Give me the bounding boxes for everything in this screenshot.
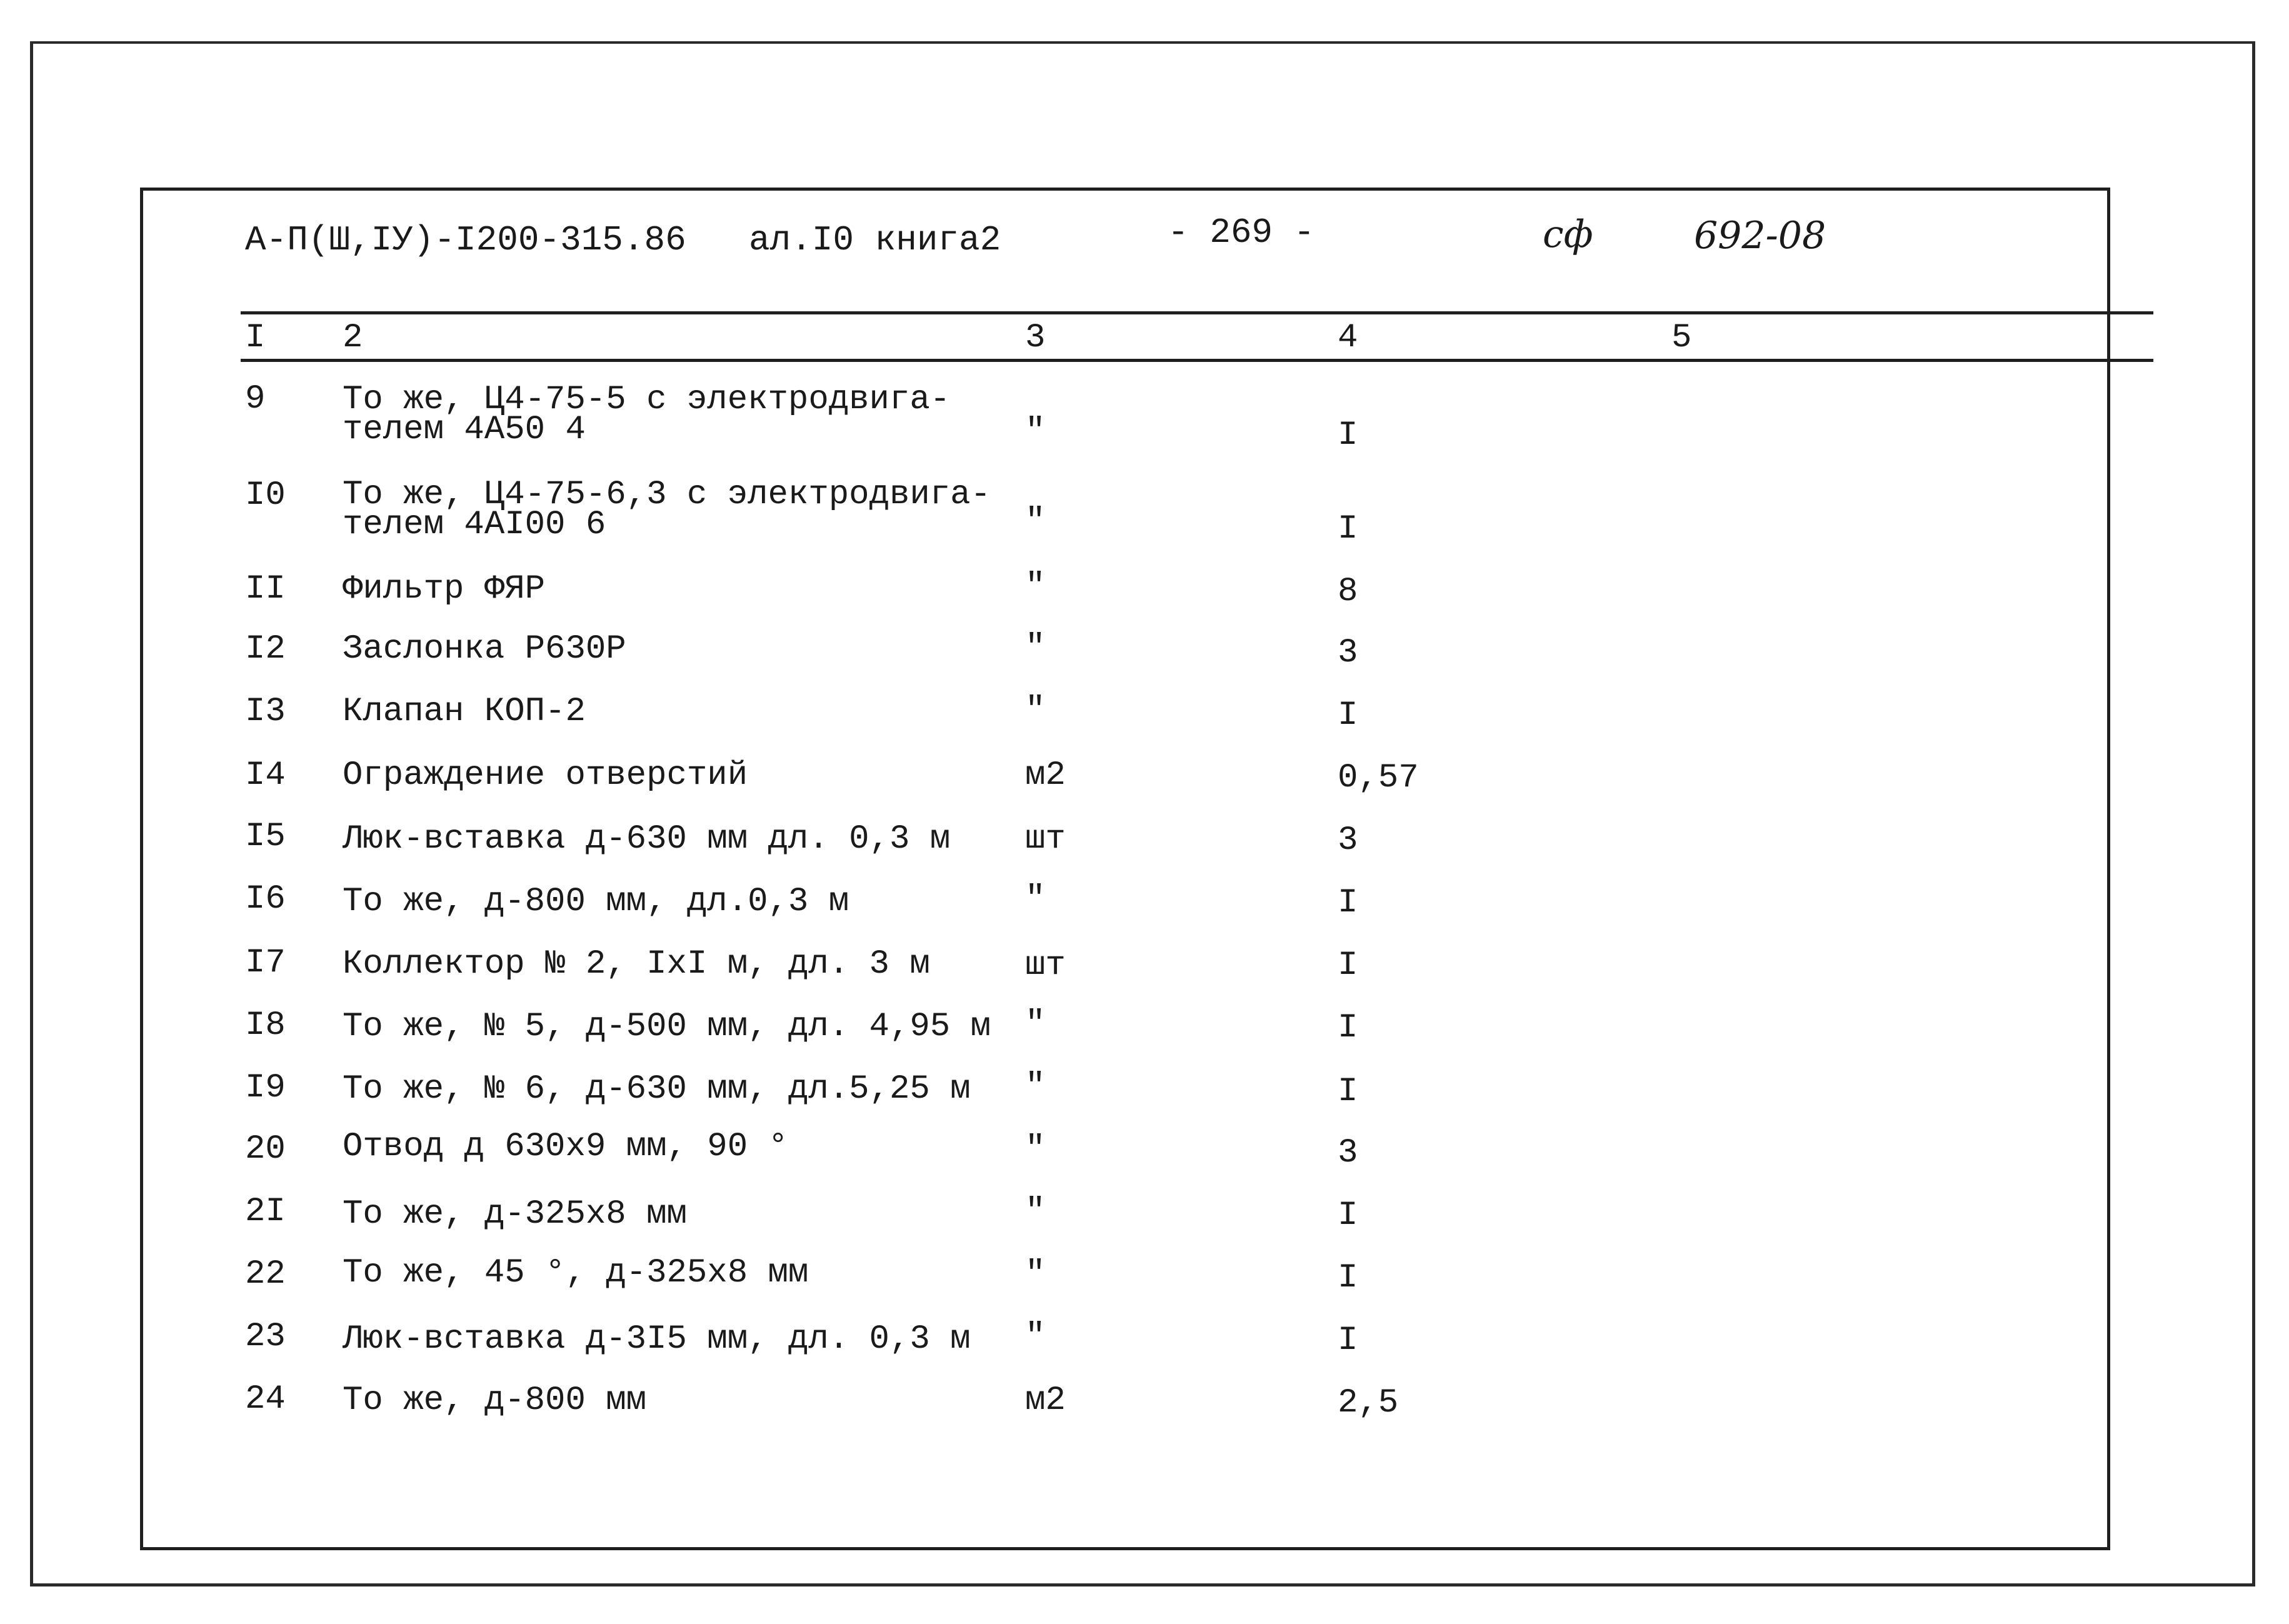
unit: " — [1025, 413, 1046, 451]
unit: шт — [1025, 820, 1066, 858]
quantity: I — [1338, 884, 1358, 922]
unit: " — [1025, 1130, 1046, 1168]
row-number: I5 — [245, 818, 286, 856]
row-number: I2 — [245, 630, 286, 668]
unit: " — [1025, 1255, 1046, 1293]
column-header-1: I — [245, 319, 266, 357]
row-number: 20 — [245, 1130, 286, 1168]
item-name-line2: телем 4А50 4 — [343, 411, 586, 449]
row-number: I9 — [245, 1069, 286, 1107]
table-header-bottom-rule — [241, 359, 2153, 362]
item-name: Коллектор № 2, IхI м, дл. 3 м — [343, 945, 930, 983]
quantity: 3 — [1338, 821, 1358, 860]
row-number: 2I — [245, 1193, 286, 1231]
item-name-line2: телем 4АI00 6 — [343, 506, 606, 544]
page-number: - 269 - — [1168, 213, 1315, 253]
item-name: Люк-вставка д-630 мм дл. 0,3 м — [343, 820, 951, 858]
unit: " — [1025, 1005, 1046, 1043]
row-number: I8 — [245, 1006, 286, 1045]
item-name: Фильтр ФЯР — [343, 570, 546, 608]
item-name: То же, № 5, д-500 мм, дл. 4,95 м — [343, 1008, 991, 1046]
column-header-4: 4 — [1338, 319, 1358, 357]
unit: м2 — [1025, 1381, 1066, 1420]
item-name: Клапан КОП-2 — [343, 693, 586, 731]
unit: " — [1025, 1318, 1046, 1356]
column-header-3: 3 — [1025, 319, 1046, 357]
row-number: II — [245, 570, 286, 608]
quantity: I — [1338, 696, 1358, 734]
unit: " — [1025, 691, 1046, 729]
unit: " — [1025, 1068, 1046, 1106]
row-number: I0 — [245, 476, 286, 514]
quantity: I — [1338, 1073, 1358, 1111]
row-number: 9 — [245, 380, 266, 418]
column-header-5: 5 — [1671, 319, 1692, 357]
row-number: 24 — [245, 1380, 286, 1418]
item-name: Заслонка Р630Р — [343, 630, 626, 668]
quantity: 0,57 — [1338, 759, 1419, 797]
row-number: 22 — [245, 1255, 286, 1293]
stamp-mark: сф — [1543, 213, 1593, 256]
item-name: То же, 45 °, д-325х8 мм — [343, 1254, 809, 1292]
item-name: То же, № 6, д-630 мм, дл.5,25 м — [343, 1070, 971, 1108]
quantity: I — [1338, 946, 1358, 985]
item-name: Люк-вставка д-3I5 мм, дл. 0,3 м — [343, 1320, 971, 1358]
quantity: 8 — [1338, 573, 1358, 611]
document-code: А-П(Ш,IУ)-I200-315.86 — [245, 220, 686, 260]
unit: " — [1025, 1193, 1046, 1231]
row-number: I4 — [245, 756, 286, 794]
item-name: То же, д-325х8 мм — [343, 1195, 687, 1233]
quantity: I — [1338, 1196, 1358, 1235]
unit: " — [1025, 629, 1046, 667]
quantity: I — [1338, 1321, 1358, 1360]
item-name-line1: То же, Ц4-75-5 с электродвига- — [343, 381, 951, 419]
row-number: I7 — [245, 944, 286, 982]
item-name: Ограждение отверстий — [343, 756, 748, 794]
unit: " — [1025, 880, 1046, 918]
quantity: I — [1338, 416, 1358, 454]
album-book-label: ал.I0 книга2 — [749, 220, 1001, 260]
item-name: То же, д-800 мм — [343, 1381, 647, 1420]
row-number: I3 — [245, 693, 286, 731]
quantity: 2,5 — [1338, 1384, 1399, 1422]
row-number: 23 — [245, 1318, 286, 1356]
column-header-2: 2 — [343, 319, 363, 357]
unit: " — [1025, 568, 1046, 606]
item-name: Отвод д 630х9 мм, 90 ° — [343, 1128, 788, 1166]
unit: " — [1025, 503, 1046, 541]
quantity: I — [1338, 1259, 1358, 1297]
row-number: I6 — [245, 880, 286, 918]
quantity: 3 — [1338, 1134, 1358, 1172]
unit: шт — [1025, 946, 1066, 985]
unit: м2 — [1025, 756, 1066, 794]
quantity: I — [1338, 510, 1358, 548]
registration-number: 692-08 — [1694, 214, 1826, 258]
table-top-rule — [241, 311, 2153, 314]
item-name: То же, д-800 мм, дл.0,3 м — [343, 883, 849, 921]
item-name-line1: То же, Ц4-75-6,3 с электродвига- — [343, 476, 991, 514]
quantity: I — [1338, 1009, 1358, 1047]
quantity: 3 — [1338, 634, 1358, 672]
